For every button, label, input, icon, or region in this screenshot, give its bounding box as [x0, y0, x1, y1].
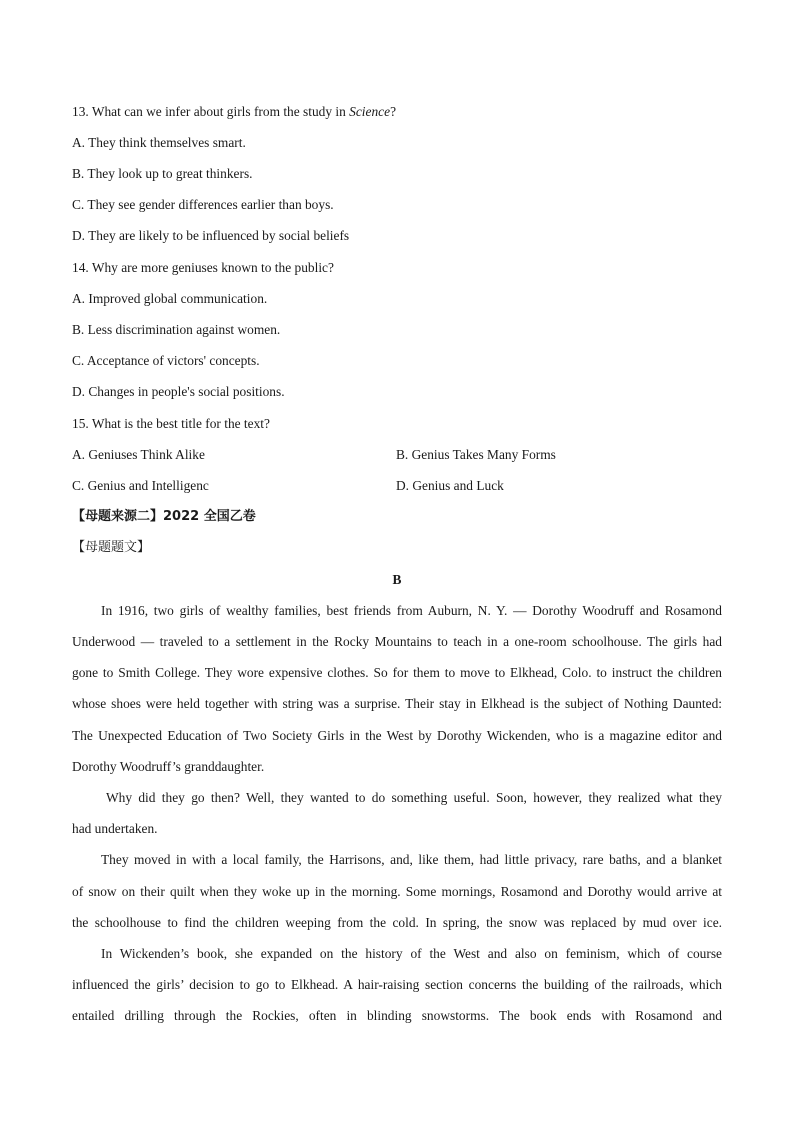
- question-15-option-a: A. Geniuses Think Alike: [72, 447, 205, 462]
- question-15-option-b: B. Genius Takes Many Forms: [396, 447, 556, 462]
- passage-line: gone to Smith College. They wore expensive clothes. So for them to move to Elkhead, Colo. to instruct the children: [72, 665, 722, 680]
- source-heading: 【母题来源二】2022 全国乙卷: [72, 509, 256, 524]
- passage-label: B: [392, 572, 402, 587]
- passage-line: entailed drilling through the Rockies, often in blinding snowstorms. The book ends with Rosamond and: [72, 1008, 722, 1023]
- question-14-option-a: A. Improved global communication.: [72, 291, 268, 306]
- passage-line: The Unexpected Education of Two Society Girls in the West by Dorothy Wickenden, who is a magazine editor and: [72, 728, 722, 743]
- question-14-option-c: C. Acceptance of victors' concepts.: [72, 353, 260, 368]
- question-14-option-d: D. Changes in people's social positions.: [72, 384, 285, 399]
- question-13-option-d: D. They are likely to be influenced by social beliefs: [72, 228, 350, 243]
- passage-line: Underwood — traveled to a settlement in the Rocky Mountains to teach in a one-room schoolhouse. The girls had: [72, 634, 722, 649]
- question-13-option-b: B. They look up to great thinkers.: [72, 166, 253, 181]
- question-13-option-a: A. They think themselves smart.: [72, 135, 246, 150]
- passage-line: the schoolhouse to find the children weeping from the cold. In spring, the snow was replaced by mud over ice.: [72, 915, 722, 930]
- question-14-option-b: B. Less discrimination against women.: [72, 322, 281, 337]
- question-15-option-d: D. Genius and Luck: [396, 478, 504, 493]
- question-15-stem: 15. What is the best title for the text?: [72, 416, 270, 431]
- text-heading: 【母题题文】: [72, 540, 151, 555]
- question-13-option-c: C. They see gender differences earlier than boys.: [72, 197, 334, 212]
- passage-line: Why did they go then? Well, they wanted to do something useful. Soon, however, they realized what they: [106, 790, 722, 805]
- question-13-stem-end: ?: [390, 104, 397, 119]
- passage-line: whose shoes were held together with string was a surprise. Their stay in Elkhead is the subject of Nothing Daunted:: [72, 696, 722, 711]
- passage-line: They moved in with a local family, the Harrisons, and, like them, had little privacy, rare baths, and a blanket: [101, 852, 722, 867]
- passage-line: influenced the girls’ decision to go to Elkhead. A hair-raising section concerns the building of the railroads, which: [72, 977, 722, 992]
- passage-line: In Wickenden’s book, she expanded on the history of the West and also on feminism, which of course: [101, 946, 722, 961]
- question-13-stem-italic: Science: [349, 104, 391, 119]
- passage-line: Dorothy Woodruff’s granddaughter.: [72, 759, 265, 774]
- question-13-stem: [72, 104, 722, 120]
- question-13-stem-text: 13. What can we infer about girls from the study in: [72, 104, 350, 119]
- question-15-option-c: C. Genius and Intelligenc: [72, 478, 209, 493]
- passage-line: In 1916, two girls of wealthy families, best friends from Auburn, N. Y. — Dorothy Woodruff and Rosamond: [101, 603, 722, 618]
- passage-line: had undertaken.: [72, 821, 158, 836]
- question-14-stem: 14. Why are more geniuses known to the public?: [72, 260, 334, 275]
- passage-line: of snow on their quilt when they woke up in the morning. Some mornings, Rosamond and Dorothy would arrive at: [72, 884, 722, 899]
